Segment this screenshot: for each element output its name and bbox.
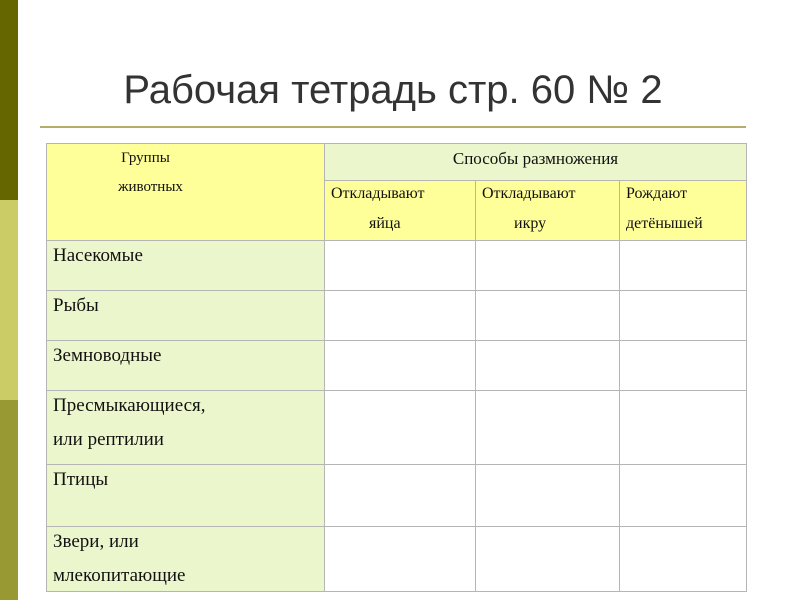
- answer-cell[interactable]: [476, 341, 620, 391]
- table-row: [47, 465, 747, 527]
- answer-cell[interactable]: [620, 465, 747, 527]
- reproduction-table: [46, 143, 747, 592]
- table-row: [47, 527, 747, 592]
- method-spawn-header: [476, 181, 620, 241]
- answer-cell[interactable]: [476, 291, 620, 341]
- answer-cell[interactable]: [476, 241, 620, 291]
- method-header-line: Откладывают: [482, 185, 576, 203]
- table-row: [47, 291, 747, 341]
- answer-cell[interactable]: [620, 391, 747, 465]
- row-label-line: Земноводные: [53, 345, 162, 366]
- slide-title: Рабочая тетрадь стр. 60 № 2: [123, 68, 663, 112]
- answer-cell[interactable]: [325, 291, 476, 341]
- row-label-reptiles: [47, 391, 325, 465]
- methods-header-cell: Способы размножения: [325, 144, 747, 181]
- row-label-amphibians: [47, 341, 325, 391]
- answer-cell[interactable]: [325, 341, 476, 391]
- answer-cell[interactable]: [325, 527, 476, 592]
- method-eggs-header: [325, 181, 476, 241]
- table-header-row: [47, 144, 747, 181]
- answer-cell[interactable]: [476, 391, 620, 465]
- groups-header-line: животных: [118, 179, 183, 195]
- answer-cell[interactable]: [325, 391, 476, 465]
- answer-cell[interactable]: [620, 341, 747, 391]
- answer-cell[interactable]: [325, 465, 476, 527]
- sidebar-band-medium: [0, 400, 18, 600]
- row-label-line: Пресмыкающиеся,: [53, 395, 206, 416]
- method-header-line: икру: [514, 215, 547, 233]
- groups-header-cell: [47, 144, 325, 241]
- row-label-line: Насекомые: [53, 245, 143, 266]
- method-live-birth-header: [620, 181, 747, 241]
- row-label-line: Рыбы: [53, 295, 99, 316]
- answer-cell[interactable]: [620, 241, 747, 291]
- row-label-insects: [47, 241, 325, 291]
- row-label-line: млекопитающие: [53, 565, 186, 586]
- answer-cell[interactable]: [476, 465, 620, 527]
- answer-cell[interactable]: [325, 241, 476, 291]
- table-row: [47, 341, 747, 391]
- sidebar-band-light: [0, 200, 18, 400]
- answer-cell[interactable]: [620, 291, 747, 341]
- answer-cell[interactable]: [476, 527, 620, 592]
- row-label-line: Птицы: [53, 469, 109, 490]
- method-header-line: яйца: [369, 215, 401, 233]
- table-row: [47, 391, 747, 465]
- row-label-line: или рептилии: [53, 429, 164, 450]
- sidebar-decoration: [0, 0, 18, 600]
- table-row: [47, 241, 747, 291]
- method-header-line: детёнышей: [626, 215, 703, 233]
- sidebar-band-dark: [0, 0, 18, 200]
- row-label-birds: [47, 465, 325, 527]
- title-divider: [40, 126, 746, 128]
- method-header-line: Откладывают: [331, 185, 425, 203]
- groups-header-line: Группы: [121, 150, 170, 166]
- row-label-mammals: [47, 527, 325, 592]
- row-label-fish: [47, 291, 325, 341]
- row-label-line: Звери, или: [53, 531, 139, 552]
- method-header-line: Рождают: [626, 185, 688, 203]
- answer-cell[interactable]: [620, 527, 747, 592]
